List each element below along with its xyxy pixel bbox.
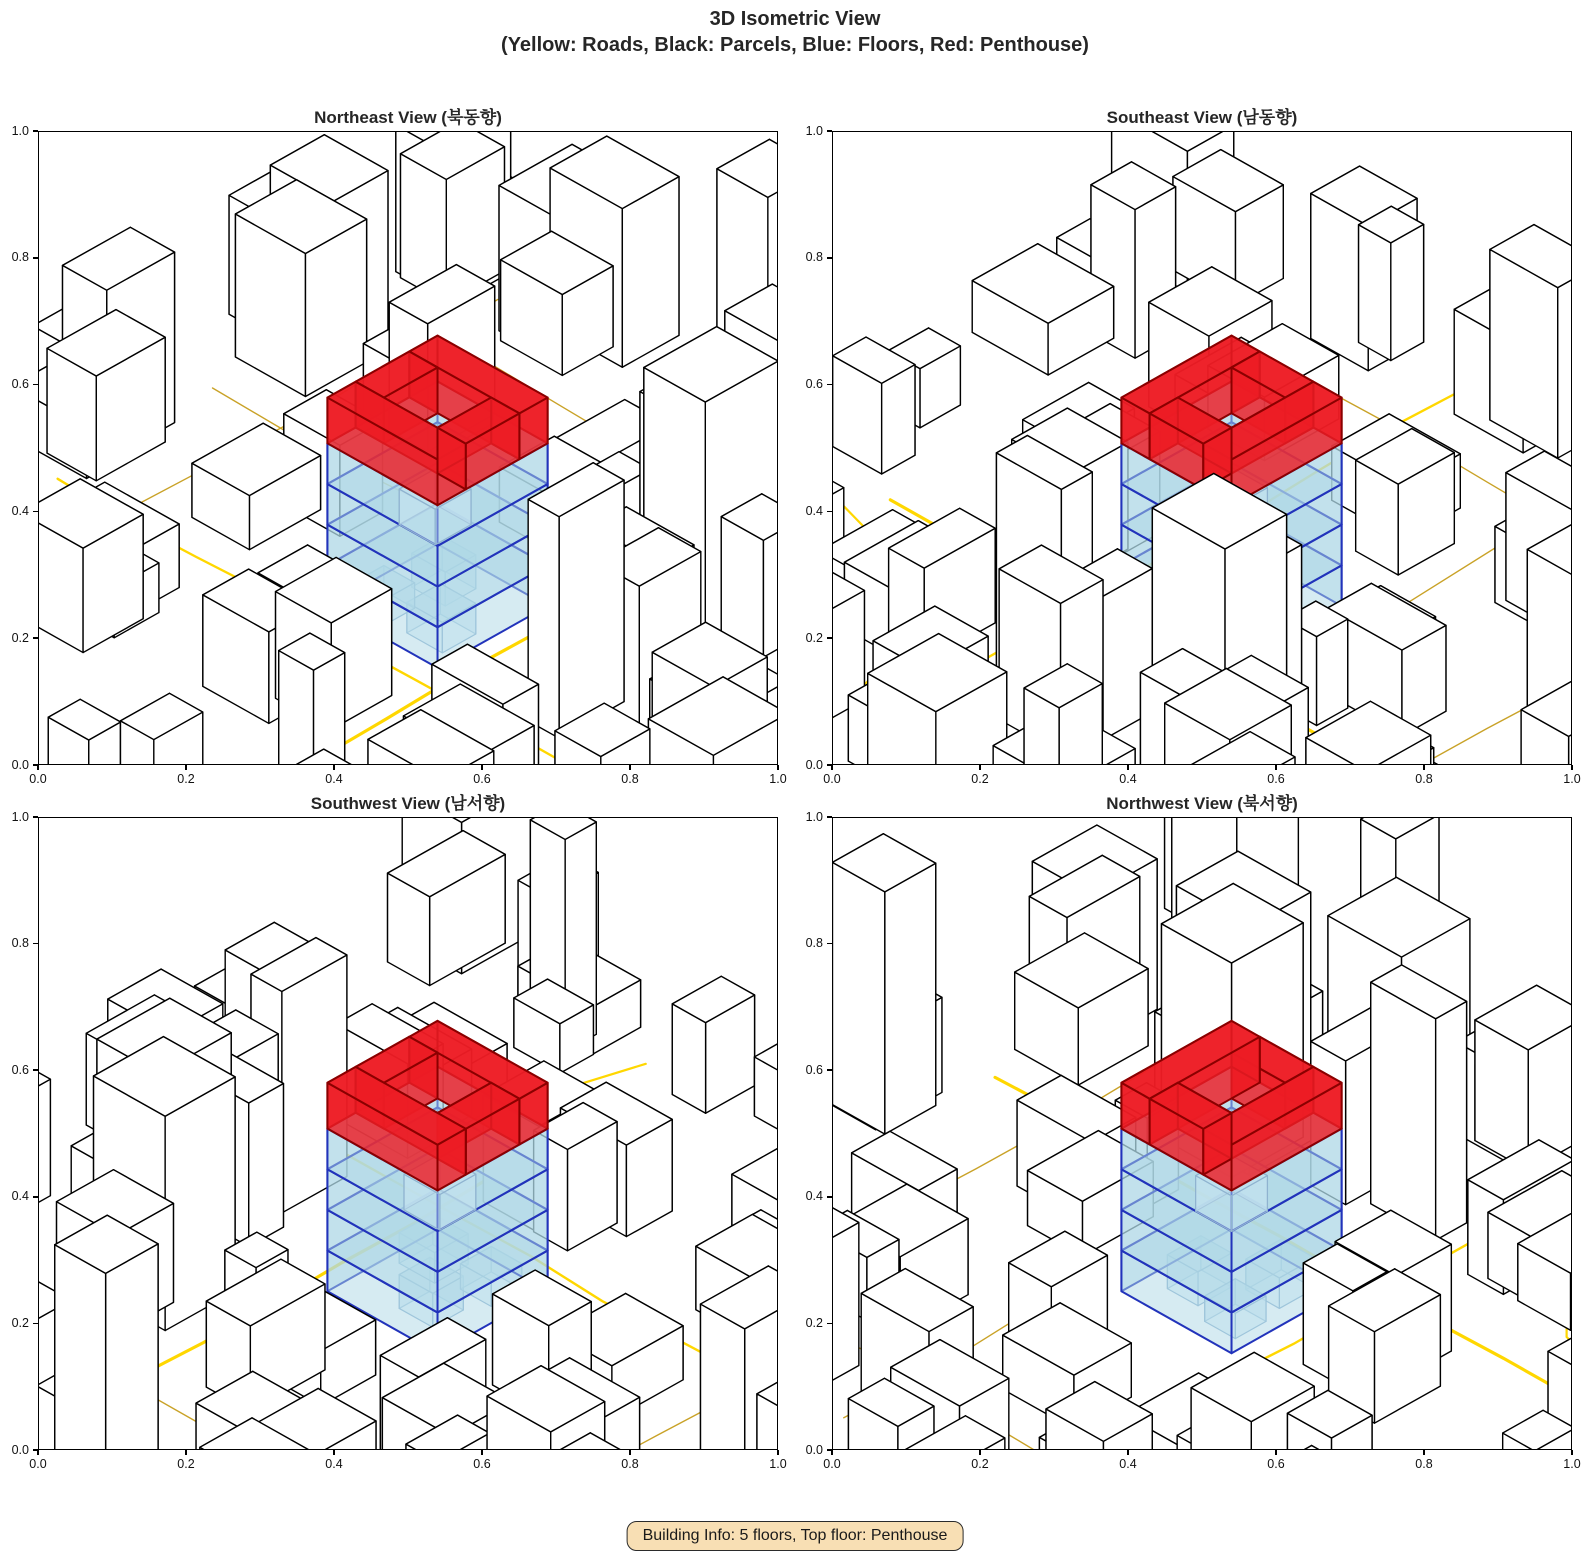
x-tick-label: 0.2 (177, 1457, 195, 1471)
y-tick-label: 0.0 (11, 1442, 29, 1457)
x-tick-mark (831, 1450, 833, 1455)
x-tick-label: 0.0 (823, 772, 841, 786)
y-tick-label: 1.0 (11, 123, 29, 138)
x-tick-mark (1275, 765, 1277, 770)
x-tick-mark (979, 1450, 981, 1455)
plot-area-northeast (38, 131, 778, 765)
x-tick-label: 0.4 (325, 1457, 343, 1471)
y-tick-label: 0.4 (805, 1189, 823, 1204)
y-tick-mark (827, 764, 832, 766)
y-tick-mark (827, 511, 832, 513)
plot-area-northwest (832, 817, 1572, 1450)
y-tick-mark (33, 130, 38, 132)
x-tick-mark (629, 1450, 631, 1455)
x-tick-mark (1571, 1450, 1573, 1455)
x-tick-mark (1127, 1450, 1129, 1455)
x-tick-mark (1275, 1450, 1277, 1455)
y-tick-mark (827, 130, 832, 132)
y-tick-mark (33, 384, 38, 386)
scene-southeast-svg (833, 132, 1571, 764)
y-tick-label: 0.6 (805, 377, 823, 392)
x-tick-label: 0.0 (29, 1457, 47, 1471)
x-tick-label: 0.6 (473, 1457, 491, 1471)
x-tick-mark (333, 765, 335, 770)
y-tick-mark (827, 637, 832, 639)
x-tick-label: 0.6 (1267, 772, 1285, 786)
x-tick-label: 1.0 (769, 1457, 787, 1471)
x-tick-label: 0.6 (1267, 1457, 1285, 1471)
x-tick-label: 0.4 (1119, 1457, 1137, 1471)
subplot-title-southwest: Southwest View (남서향) (310, 794, 506, 813)
scene-northwest-svg (833, 818, 1571, 1449)
y-tick-label: 0.0 (805, 1442, 823, 1457)
y-tick-mark (33, 1449, 38, 1451)
y-tick-mark (827, 1196, 832, 1198)
scene-southwest-svg (39, 818, 777, 1449)
y-tick-label: 0.8 (805, 250, 823, 265)
x-tick-mark (979, 765, 981, 770)
y-tick-mark (33, 511, 38, 513)
y-tick-mark (827, 257, 832, 259)
subplot-northeast (11, 108, 787, 786)
y-tick-mark (827, 1449, 832, 1451)
y-tick-mark (33, 1323, 38, 1325)
x-tick-label: 0.6 (473, 772, 491, 786)
y-tick-mark (827, 1069, 832, 1071)
x-tick-label: 1.0 (769, 772, 787, 786)
figure-title-line1: 3D Isometric View (709, 8, 881, 30)
y-tick-label: 0.0 (11, 757, 29, 772)
y-tick-label: 0.8 (11, 936, 29, 951)
plot-area-southwest (38, 817, 778, 1450)
y-tick-mark (33, 1196, 38, 1198)
x-tick-label: 1.0 (1563, 772, 1581, 786)
y-tick-mark (827, 943, 832, 945)
x-tick-label: 0.2 (971, 772, 989, 786)
x-tick-mark (1423, 1450, 1425, 1455)
x-tick-mark (37, 765, 39, 770)
y-tick-label: 0.6 (805, 1062, 823, 1077)
x-tick-label: 0.2 (971, 1457, 989, 1471)
x-tick-label: 0.0 (823, 1457, 841, 1471)
y-tick-mark (827, 816, 832, 818)
x-tick-label: 0.8 (621, 1457, 639, 1471)
x-tick-label: 0.8 (1415, 1457, 1433, 1471)
y-tick-label: 0.6 (11, 377, 29, 392)
y-tick-mark (33, 764, 38, 766)
x-tick-label: 0.4 (1119, 772, 1137, 786)
x-tick-mark (185, 765, 187, 770)
x-tick-mark (481, 1450, 483, 1455)
x-tick-mark (777, 1450, 779, 1455)
subplot-title-northeast: Northeast View (북동향) (314, 108, 502, 127)
y-tick-label: 0.2 (805, 630, 823, 645)
x-tick-label: 0.8 (1415, 772, 1433, 786)
y-tick-mark (33, 943, 38, 945)
x-tick-label: 0.0 (29, 772, 47, 786)
plot-area-southeast (832, 131, 1572, 765)
y-tick-mark (33, 1069, 38, 1071)
x-tick-mark (1571, 765, 1573, 770)
building-info-box: Building Info: 5 floors, Top floor: Penthouse (627, 1521, 964, 1551)
x-tick-mark (629, 765, 631, 770)
y-tick-mark (33, 816, 38, 818)
x-tick-label: 1.0 (1563, 1457, 1581, 1471)
x-tick-mark (831, 765, 833, 770)
x-tick-mark (185, 1450, 187, 1455)
x-tick-mark (481, 765, 483, 770)
x-tick-label: 0.8 (621, 772, 639, 786)
y-tick-label: 0.4 (11, 1189, 29, 1204)
y-tick-label: 0.4 (805, 503, 823, 518)
figure-title-line2: (Yellow: Roads, Black: Parcels, Blue: Floors, Red: Penthouse) (501, 34, 1089, 56)
subplot-title-southeast: Southeast View (남동향) (1106, 108, 1298, 127)
subplot-northwest (805, 794, 1581, 1471)
y-tick-label: 0.4 (11, 503, 29, 518)
figure-title (0, 6, 1590, 58)
scene-northeast-svg (39, 132, 777, 764)
x-tick-label: 0.4 (325, 772, 343, 786)
y-tick-label: 0.0 (805, 757, 823, 772)
subplot-southeast (805, 108, 1581, 786)
y-tick-label: 1.0 (805, 123, 823, 138)
x-tick-mark (37, 1450, 39, 1455)
x-tick-label: 0.2 (177, 772, 195, 786)
y-tick-mark (827, 1323, 832, 1325)
x-tick-mark (1423, 765, 1425, 770)
y-tick-mark (33, 257, 38, 259)
x-tick-mark (333, 1450, 335, 1455)
y-tick-label: 0.6 (11, 1062, 29, 1077)
y-tick-mark (33, 637, 38, 639)
subplot-title-northwest: Northwest View (북서향) (1106, 794, 1298, 813)
x-tick-mark (777, 765, 779, 770)
x-tick-mark (1127, 765, 1129, 770)
y-tick-label: 1.0 (11, 809, 29, 824)
y-tick-label: 0.2 (805, 1315, 823, 1330)
y-tick-mark (827, 384, 832, 386)
y-tick-label: 0.2 (11, 630, 29, 645)
y-tick-label: 0.2 (11, 1315, 29, 1330)
y-tick-label: 1.0 (805, 809, 823, 824)
y-tick-label: 0.8 (805, 936, 823, 951)
y-tick-label: 0.8 (11, 250, 29, 265)
subplot-southwest (11, 794, 787, 1471)
